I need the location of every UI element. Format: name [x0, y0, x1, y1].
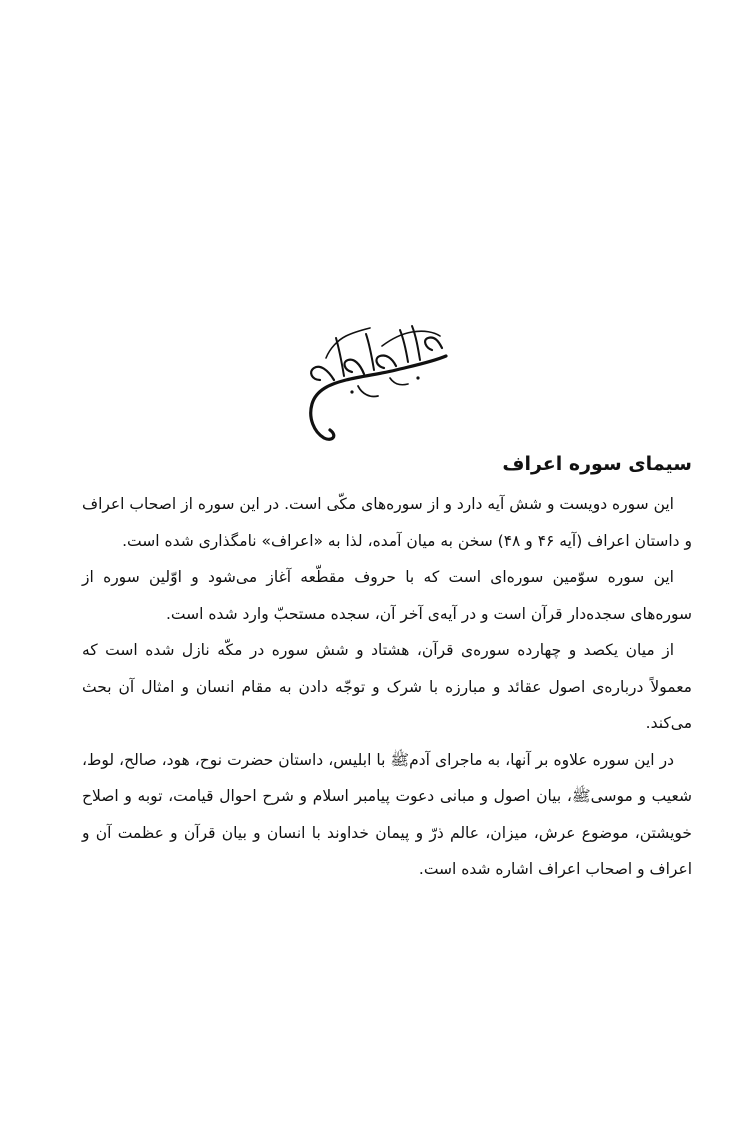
section-heading: سیمای سوره اعراف [502, 453, 692, 475]
paragraph-2: این سوره سوّمین سوره‌ای است که با حروف مقطّعه آغاز می‌شود و اوّلین سوره از سوره‌های سجده‌دار قرآن است و در آیه‌ی آخر آن، سجده مستحبّ وارد شده است. [82, 568, 692, 623]
paragraph-4: در این سوره علاوه بر آنها، به ماجرای آدم‌ﷺ با ابلیس، داستان حضرت نوح، هود، صالح، لوط، شعیب و موسی‌ﷺ، بیان اصول و مبانی دعوت پیامبر اسلام و شرح احوال قیامت، توبه و اصلاح خویشتن، موضوع عرش، میزان، عالم ذرّ و پیمان خداوند با انسان و بیان قرآن و عظمت آن و اعراف و اصحاب اعراف اشاره شده است. [82, 750, 692, 878]
article-body [82, 450, 692, 888]
paragraph-1: این سوره دویست و شش آیه دارد و از سوره‌های مکّی است. در این سوره از اصحاب اعراف و داستان اعراف (آیه ۴۶ و ۴۸) سخن به میان آمده، لذا به «اعراف» نامگذاری شده است. [82, 495, 692, 550]
bismillah-calligraphy-icon [300, 318, 450, 448]
paragraph-3: از میان یکصد و چهارده سوره‌ی قرآن، هشتاد و شش سوره در مکّه نازل شده است که معمولاً درباره‌ی اصول عقائد و مبارزه با شرک و توجّه دادن به مقام انسان و امثال آن بحث می‌کند. [82, 641, 692, 732]
